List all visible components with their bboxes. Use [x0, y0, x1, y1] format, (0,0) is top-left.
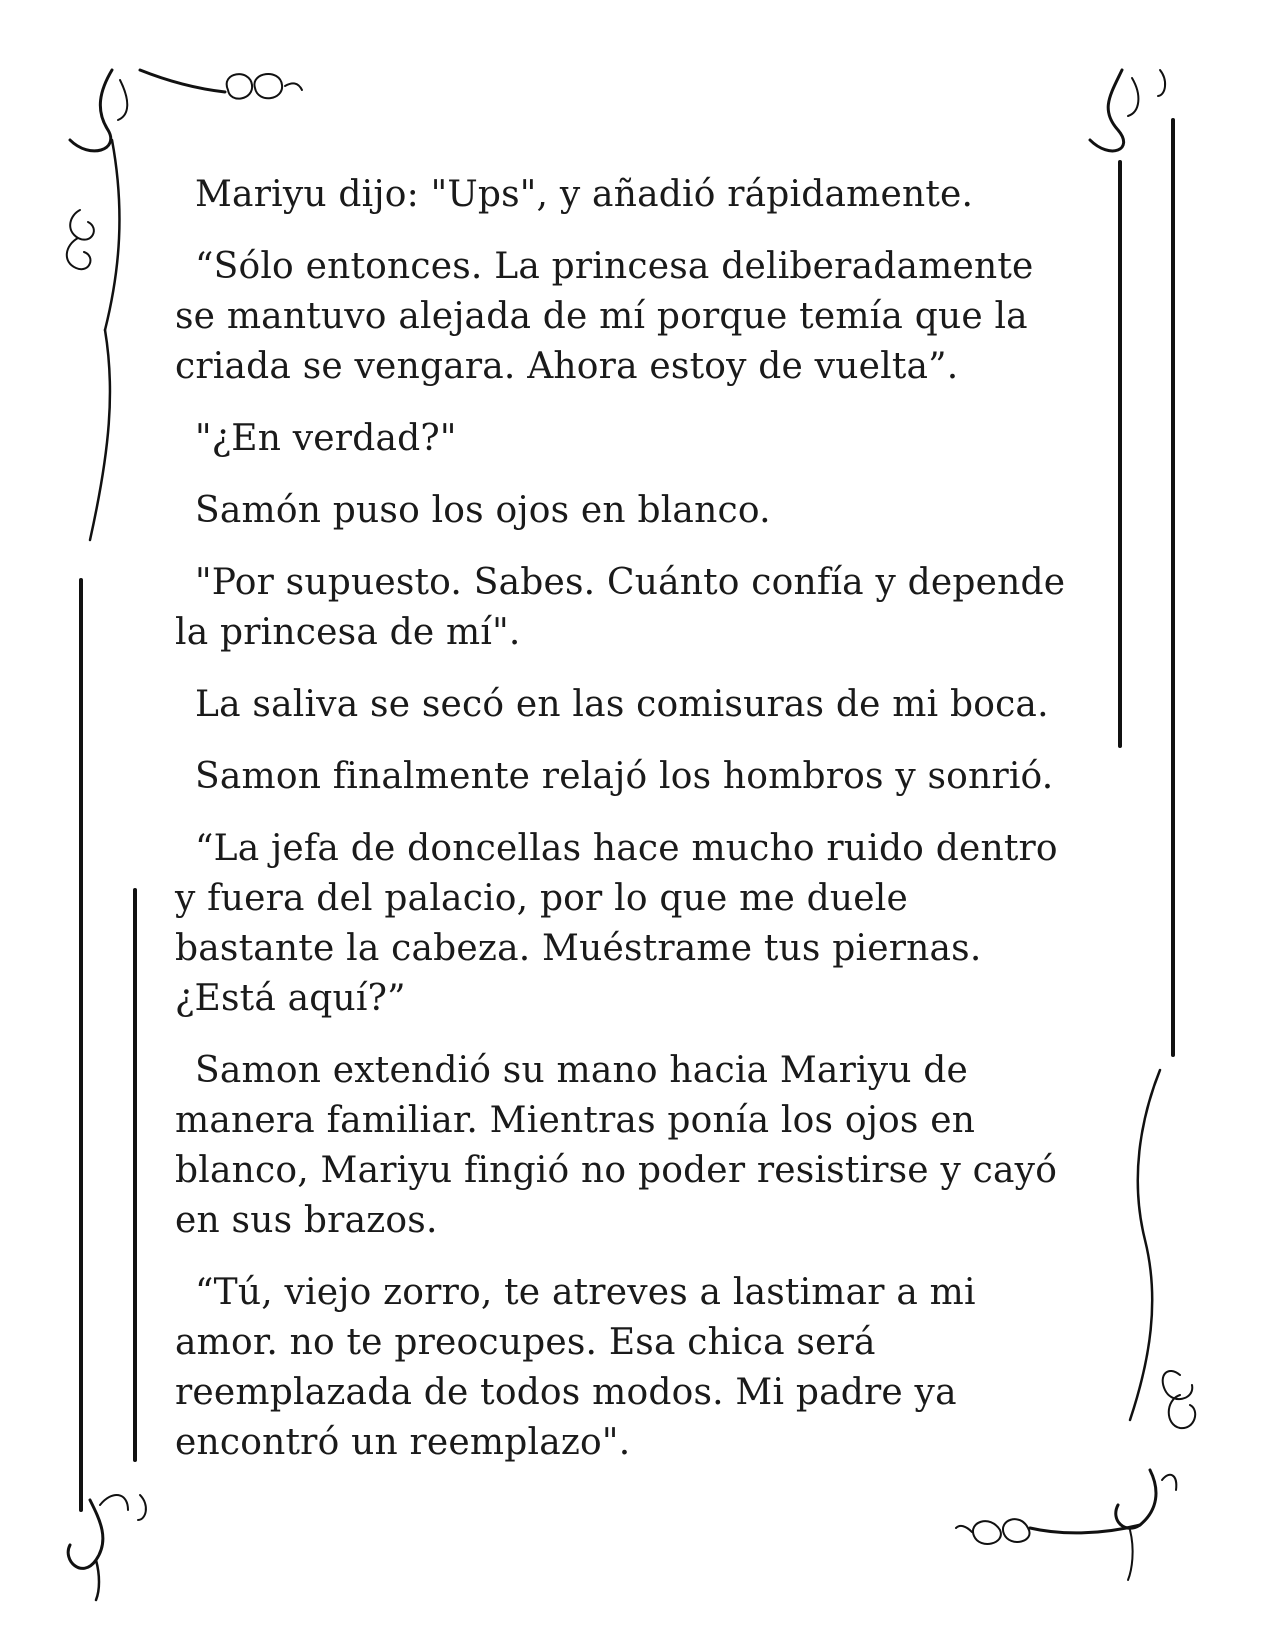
paragraph [175, 824, 1105, 1024]
top-right-flourish [1090, 70, 1165, 151]
paragraph [175, 242, 1105, 392]
text-line: en sus brazos. [175, 1200, 438, 1241]
text-line: “Tú, viejo zorro, te atreves a lastimar a mi [195, 1272, 976, 1313]
text-line: encontró un reemplazo". [175, 1422, 631, 1463]
text-line: reemplazada de todos modos. Mi padre ya [175, 1372, 957, 1413]
text-line: bastante la cabeza. Muéstrame tus piernas. [175, 928, 982, 969]
text-line: se mantuvo alejada de mí porque temía que la [175, 296, 1028, 337]
text-line: “La jefa de doncellas hace mucho ruido dentro [195, 828, 1058, 869]
text-line: La saliva se secó en las comisuras de mi boca. [195, 684, 1049, 725]
bottom-left-flourish [68, 1495, 146, 1600]
paragraph [175, 1046, 1105, 1246]
text-line: Samon extendió su mano hacia Mariyu de [195, 1050, 969, 1091]
paragraph [175, 486, 1105, 536]
text-line: manera familiar. Mientras ponía los ojos en [175, 1100, 976, 1141]
text-line: ¿Está aquí?” [175, 978, 406, 1019]
text-line: Mariyu dijo: "Ups", y añadió rápidamente. [195, 174, 974, 215]
paragraph [175, 170, 1105, 220]
text-line: "¿En verdad?" [195, 418, 457, 459]
text-line: "Por supuesto. Sabes. Cuánto confía y depende [195, 562, 1066, 603]
paragraph [175, 414, 1105, 464]
paragraph [175, 752, 1105, 802]
paragraph [175, 1268, 1105, 1468]
text-line: la princesa de mí". [175, 612, 521, 653]
paragraph [175, 558, 1105, 658]
text-line: amor. no te preocupes. Esa chica será [175, 1322, 876, 1363]
text-line: y fuera del palacio, por lo que me duele [175, 878, 908, 919]
text-line: Samón puso los ojos en blanco. [195, 490, 771, 531]
text-line: blanco, Mariyu fingió no poder resistirse y cayó [175, 1150, 1058, 1191]
text-line: Samon finalmente relajó los hombros y sonrió. [195, 756, 1054, 797]
text-line: “Sólo entonces. La princesa deliberadamente [195, 246, 1034, 287]
text-line: criada se vengara. Ahora estoy de vuelta”. [175, 346, 959, 387]
page-body [175, 170, 1105, 1490]
paragraph [175, 680, 1105, 730]
